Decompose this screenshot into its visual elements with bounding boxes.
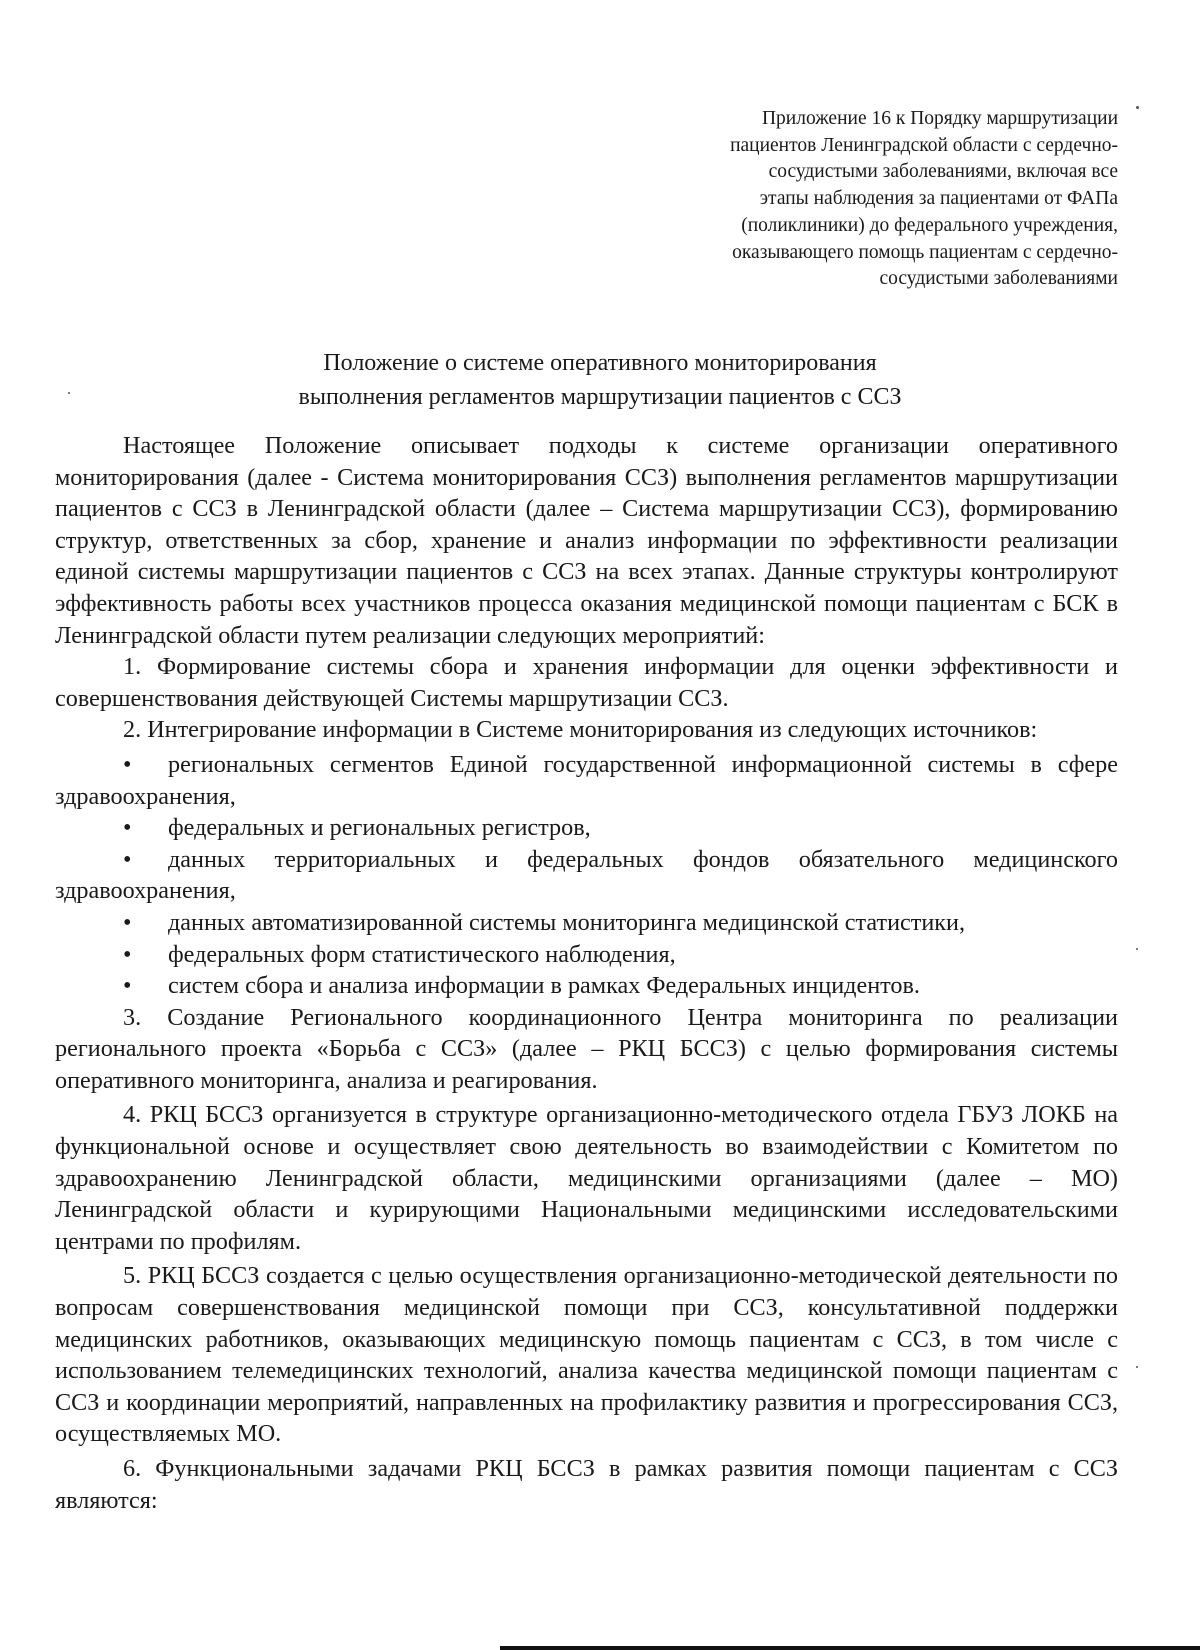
bullet-item <box>55 907 1118 939</box>
scan-speck <box>1136 106 1139 109</box>
bullet-glyph: • <box>123 814 132 842</box>
bullet-glyph: • <box>123 750 132 778</box>
annex-line: (поликлиники) до федерального учреждения, <box>741 214 1118 236</box>
annex-line: оказывающего помощь пациентам с сердечно- <box>732 241 1118 263</box>
bullet-item <box>55 812 1118 844</box>
annex-line: этапы наблюдения за пациентами от ФАПа <box>759 188 1118 210</box>
bullet-item <box>55 939 1118 971</box>
bullet-text: федеральных форм статистического наблюдения, <box>168 940 676 968</box>
annex-line: пациентов Ленинградской области с сердечно- <box>730 134 1118 156</box>
bullet-text: данных автоматизированной системы мониторинга медицинской статистики, <box>168 908 966 936</box>
item-4-paragraph: 4. РКЦ БССЗ организуется в структуре организационно-методического отдела ГБУЗ ЛОКБ на функциональной основе и осуществляет свою деятельность во взаимодействии с Комитетом по здравоохранению Ленинградской области, медицинскими организациями (далее – МО) Ленинградской области и курирующими Национальными медицинскими исследовательскими центрами по профилям. <box>55 1101 1118 1255</box>
bullet-item <box>55 970 1118 1002</box>
bullet-item <box>55 844 1118 907</box>
scan-bottom-edge <box>500 1646 1200 1650</box>
bullet-text: федеральных и региональных регистров, <box>168 814 591 842</box>
bullet-text: региональных сегментов Единой государственной информационной системы в сфере здравоохранения, <box>55 750 1118 810</box>
item-5-paragraph: 5. РКЦ БССЗ создается с целью осуществления организационно-методической деятельности по вопросам совершенствования медицинской помощи при ССЗ, консультативной поддержки медицинских работников, оказывающих медицинскую помощь пациентам с ССЗ, в том числе с использованием телемедицинских технологий, анализа качества медицинской помощи пациентам с ССЗ и координации мероприятий, направленных на профилактику развития и прогрессирования ССЗ, осуществляемых МО. <box>55 1262 1118 1448</box>
item-2-paragraph: 2. Интегрирование информации в Системе мониторирования из следующих источников: <box>123 716 1038 744</box>
scan-speck <box>68 392 70 394</box>
annex-line: сосудистыми заболеваниями <box>879 268 1118 290</box>
document-title <box>0 346 1200 414</box>
bullet-glyph: • <box>123 845 132 873</box>
title-line: Положение о системе оперативного мониторирования <box>323 350 877 376</box>
item-3-paragraph: 3. Создание Регионального координационного Центра мониторинга по реализации регионального проекта «Борьба с ССЗ» (далее – РКЦ БССЗ) с целью формирования системы оперативного мониторинга, анализа и реагирования. <box>55 1003 1118 1094</box>
annex-line: Приложение 16 к Порядку маршрутизации <box>761 108 1118 129</box>
item-6-paragraph: 6. Функциональными задачами РКЦ БССЗ в рамках развития помощи пациентам с ССЗ являются: <box>55 1455 1118 1514</box>
bullet-glyph: • <box>123 908 132 936</box>
item-1-paragraph: 1. Формирование системы сбора и хранения информации для оценки эффективности и совершенствования действующей Системы маршрутизации ССЗ. <box>55 653 1118 712</box>
scan-speck <box>1136 1366 1138 1368</box>
annex-reference <box>578 106 1118 293</box>
bullet-glyph: • <box>123 972 132 1000</box>
document-body <box>55 430 1118 1516</box>
scan-speck <box>1136 948 1138 950</box>
bullet-text: данных территориальных и федеральных фондов обязательного медицинского здравоохранения, <box>55 845 1118 905</box>
intro-paragraph: Настоящее Положение описывает подходы к системе организации оперативного мониторирования (далее - Система мониторирования ССЗ) выполнения регламентов маршрутизации пациентов с ССЗ в Ленинградской области (далее – Система маршрутизации ССЗ), формированию структур, ответственных за сбор, хранение и анализ информации по эффективности реализации единой системы маршрутизации пациентов с ССЗ на всех этапах. Данные структуры контролируют эффективность работы всех участников процесса оказания медицинской помощи пациентам с БСК в Ленинградской области путем реализации следующих мероприятий: <box>55 432 1118 649</box>
title-line: выполнения регламентов маршрутизации пациентов с ССЗ <box>298 384 902 410</box>
bullet-glyph: • <box>123 940 132 968</box>
annex-line: сосудистыми заболеваниями, включая все <box>768 161 1118 183</box>
bullet-text: систем сбора и анализа информации в рамках Федеральных инцидентов. <box>168 972 920 1000</box>
bullet-item <box>55 749 1118 812</box>
